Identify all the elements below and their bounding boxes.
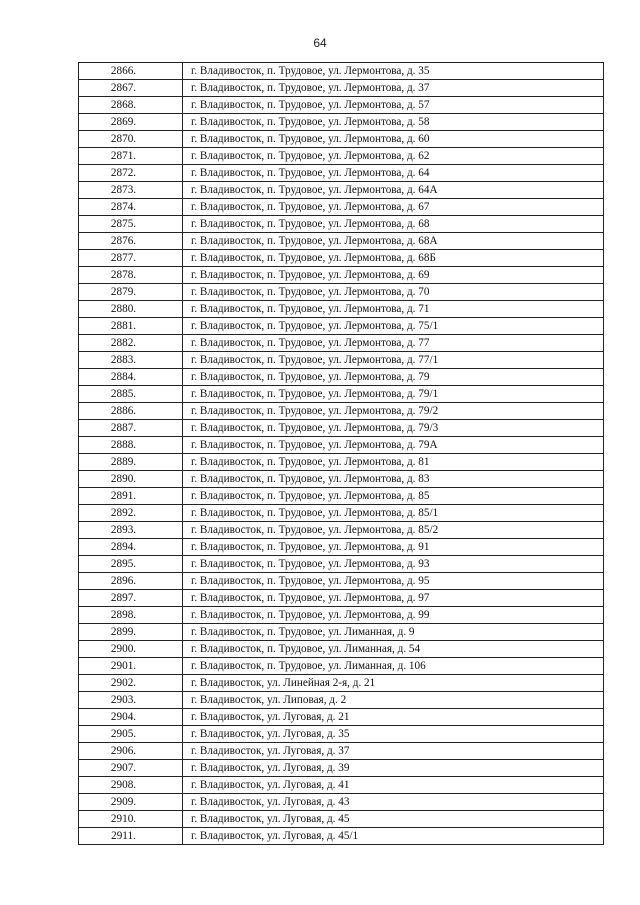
table-row [79,573,604,590]
row-address: г. Владивосток, п. Трудовое, ул. Лермонтова, д. 58 [183,114,604,131]
row-address: г. Владивосток, ул. Луговая, д. 21 [183,709,604,726]
row-number: 2879. [79,284,183,301]
row-number: 2882. [79,335,183,352]
row-number: 2894. [79,539,183,556]
table-row [79,624,604,641]
row-address: г. Владивосток, п. Трудовое, ул. Лиманная, д. 9 [183,624,604,641]
row-address: г. Владивосток, п. Трудовое, ул. Лиманная, д. 106 [183,658,604,675]
row-address: г. Владивосток, ул. Луговая, д. 43 [183,794,604,811]
table-row [79,777,604,794]
row-number: 2901. [79,658,183,675]
row-address: г. Владивосток, п. Трудовое, ул. Лиманная, д. 54 [183,641,604,658]
table-row [79,726,604,743]
row-number: 2889. [79,454,183,471]
row-number: 2903. [79,692,183,709]
row-address: г. Владивосток, п. Трудовое, ул. Лермонтова, д. 68 [183,216,604,233]
table-row [79,505,604,522]
row-address: г. Владивосток, п. Трудовое, ул. Лермонтова, д. 60 [183,131,604,148]
row-address: г. Владивосток, ул. Липовая, д. 2 [183,692,604,709]
table-row [79,148,604,165]
row-address: г. Владивосток, п. Трудовое, ул. Лермонтова, д. 99 [183,607,604,624]
row-address: г. Владивосток, п. Трудовое, ул. Лермонтова, д. 77/1 [183,352,604,369]
row-number: 2887. [79,420,183,437]
row-number: 2868. [79,97,183,114]
row-number: 2890. [79,471,183,488]
row-address: г. Владивосток, п. Трудовое, ул. Лермонтова, д. 79/2 [183,403,604,420]
table-row [79,284,604,301]
table-row [79,403,604,420]
table-row [79,760,604,777]
page-number: 64 [313,36,327,50]
table-row [79,182,604,199]
table-row [79,641,604,658]
row-number: 2866. [79,63,183,80]
table-row [79,369,604,386]
row-number: 2869. [79,114,183,131]
row-number: 2904. [79,709,183,726]
row-number: 2897. [79,590,183,607]
table-row [79,386,604,403]
table-row [79,607,604,624]
table-row [79,675,604,692]
table-row [79,522,604,539]
row-address: г. Владивосток, п. Трудовое, ул. Лермонтова, д. 77 [183,335,604,352]
row-address: г. Владивосток, п. Трудовое, ул. Лермонтова, д. 64 [183,165,604,182]
row-address: г. Владивосток, п. Трудовое, ул. Лермонтова, д. 85 [183,488,604,505]
row-address: г. Владивосток, п. Трудовое, ул. Лермонтова, д. 67 [183,199,604,216]
table-row [79,471,604,488]
row-address: г. Владивосток, п. Трудовое, ул. Лермонтова, д. 68Б [183,250,604,267]
row-address: г. Владивосток, п. Трудовое, ул. Лермонтова, д. 81 [183,454,604,471]
table-row [79,709,604,726]
table-row [79,131,604,148]
table-row [79,539,604,556]
table-row [79,97,604,114]
table-row [79,335,604,352]
table-row [79,352,604,369]
row-address: г. Владивосток, ул. Луговая, д. 41 [183,777,604,794]
row-number: 2871. [79,148,183,165]
table-row [79,301,604,318]
row-address: г. Владивосток, п. Трудовое, ул. Лермонтова, д. 85/1 [183,505,604,522]
row-address: г. Владивосток, п. Трудовое, ул. Лермонтова, д. 62 [183,148,604,165]
row-address: г. Владивосток, п. Трудовое, ул. Лермонтова, д. 83 [183,471,604,488]
table-row [79,811,604,828]
row-address: г. Владивосток, ул. Луговая, д. 35 [183,726,604,743]
row-address: г. Владивосток, ул. Линейная 2-я, д. 21 [183,675,604,692]
row-address: г. Владивосток, п. Трудовое, ул. Лермонтова, д. 97 [183,590,604,607]
table-row [79,63,604,80]
row-address: г. Владивосток, п. Трудовое, ул. Лермонтова, д. 79А [183,437,604,454]
row-number: 2911. [79,828,183,845]
row-number: 2874. [79,199,183,216]
row-address: г. Владивосток, п. Трудовое, ул. Лермонтова, д. 79/1 [183,386,604,403]
row-address: г. Владивосток, п. Трудовое, ул. Лермонтова, д. 93 [183,556,604,573]
table-row [79,318,604,335]
row-address: г. Владивосток, п. Трудовое, ул. Лермонтова, д. 79 [183,369,604,386]
table-row [79,80,604,97]
row-number: 2870. [79,131,183,148]
row-address: г. Владивосток, п. Трудовое, ул. Лермонтова, д. 35 [183,63,604,80]
row-number: 2884. [79,369,183,386]
table-row [79,590,604,607]
row-number: 2910. [79,811,183,828]
row-number: 2909. [79,794,183,811]
table-row [79,794,604,811]
row-address: г. Владивосток, п. Трудовое, ул. Лермонтова, д. 70 [183,284,604,301]
row-address: г. Владивосток, п. Трудовое, ул. Лермонтова, д. 57 [183,97,604,114]
row-address: г. Владивосток, п. Трудовое, ул. Лермонтова, д. 91 [183,539,604,556]
row-address: г. Владивосток, п. Трудовое, ул. Лермонтова, д. 95 [183,573,604,590]
table-row [79,488,604,505]
table-row [79,199,604,216]
row-number: 2899. [79,624,183,641]
row-number: 2873. [79,182,183,199]
table-row [79,437,604,454]
row-number: 2905. [79,726,183,743]
table-row [79,165,604,182]
row-number: 2906. [79,743,183,760]
row-address: г. Владивосток, п. Трудовое, ул. Лермонтова, д. 75/1 [183,318,604,335]
row-address: г. Владивосток, п. Трудовое, ул. Лермонтова, д. 71 [183,301,604,318]
row-number: 2872. [79,165,183,182]
row-address: г. Владивосток, п. Трудовое, ул. Лермонтова, д. 79/3 [183,420,604,437]
row-number: 2888. [79,437,183,454]
row-number: 2877. [79,250,183,267]
row-number: 2875. [79,216,183,233]
row-address: г. Владивосток, ул. Луговая, д. 37 [183,743,604,760]
table-row [79,420,604,437]
row-number: 2892. [79,505,183,522]
table-row [79,743,604,760]
row-address: г. Владивосток, ул. Луговая, д. 39 [183,760,604,777]
row-number: 2895. [79,556,183,573]
row-number: 2907. [79,760,183,777]
row-number: 2867. [79,80,183,97]
table-row [79,454,604,471]
row-address: г. Владивосток, п. Трудовое, ул. Лермонтова, д. 64А [183,182,604,199]
row-number: 2896. [79,573,183,590]
row-address: г. Владивосток, п. Трудовое, ул. Лермонтова, д. 69 [183,267,604,284]
row-number: 2880. [79,301,183,318]
table-row [79,233,604,250]
address-table [78,62,604,845]
row-number: 2902. [79,675,183,692]
row-number: 2883. [79,352,183,369]
table-row [79,556,604,573]
table-row [79,216,604,233]
row-number: 2876. [79,233,183,250]
row-address: г. Владивосток, п. Трудовое, ул. Лермонтова, д. 37 [183,80,604,97]
row-address: г. Владивосток, ул. Луговая, д. 45 [183,811,604,828]
row-number: 2898. [79,607,183,624]
row-number: 2881. [79,318,183,335]
row-address: г. Владивосток, ул. Луговая, д. 45/1 [183,828,604,845]
row-number: 2885. [79,386,183,403]
table-row [79,658,604,675]
table-row [79,692,604,709]
row-address: г. Владивосток, п. Трудовое, ул. Лермонтова, д. 68А [183,233,604,250]
row-number: 2886. [79,403,183,420]
row-number: 2891. [79,488,183,505]
table-row [79,828,604,845]
row-number: 2900. [79,641,183,658]
row-address: г. Владивосток, п. Трудовое, ул. Лермонтова, д. 85/2 [183,522,604,539]
table-row [79,114,604,131]
table-row [79,267,604,284]
table-row [79,250,604,267]
row-number: 2893. [79,522,183,539]
row-number: 2878. [79,267,183,284]
address-table-body [79,63,604,845]
row-number: 2908. [79,777,183,794]
